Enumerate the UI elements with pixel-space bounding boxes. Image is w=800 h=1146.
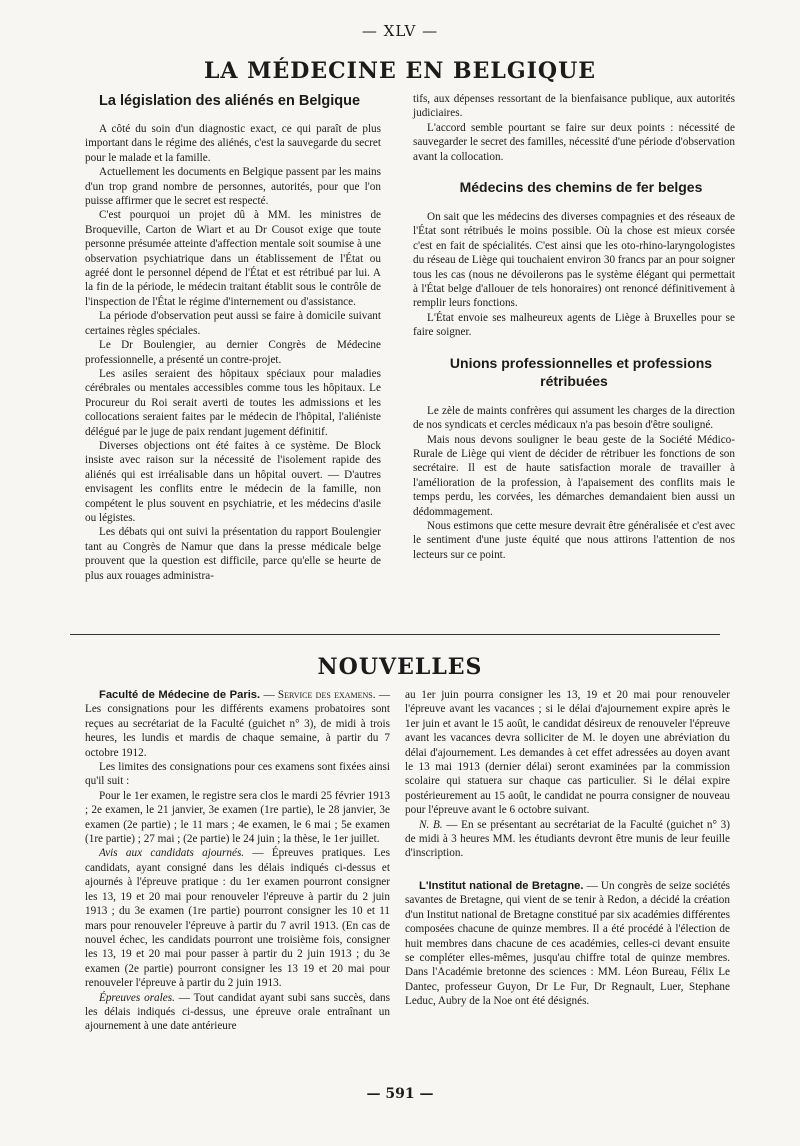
section-title-unions: Unions professionnelles et professions rétribuées (449, 354, 713, 389)
paragraph-text: — Un congrès de seize sociétés savantes de Bretagne, qui vient de se tenir à Redon, a décidé la création d'un Institut national de Bretagne constitué par six académies différentes composées chacune de quinze membres. Il a été procédé à l'élection de huit membres dans chacune de ces académies, celles-ci devant ensuite se compléter elles-mêmes, jusqu'au chiffre total de quinze membres. Dans l'Académie bretonne des sciences : MM. Léon Bureau, Félix Le Dantec, professeur Guyon, Dr Le Fur, Dr Regnault, Luer, Stephane Leduc, Aubry de la Noe ont été désignés. (405, 879, 731, 1008)
column-right-top (413, 92, 735, 562)
nb-label: N. B. (419, 818, 443, 831)
oral-heading: Épreuves orales. (99, 991, 175, 1004)
nouvelles-title: NOUVELLES (317, 654, 483, 680)
paragraph: On sait que les médecins des diverses compagnies et des réseaux de l'État sont rétribués le moins possible. Où la chose est mieux corsée c'est en fait de spécialités. C'est ainsi que les oto-rhino-laryngologistes du réseau de Liège qui touchaient environ 30 francs par an pour soigner tous les cas (nous ne dévoilerons pas le système élégant qui permettait à l'État belge d'allouer de tels honoraires) ont renoncé définitivement à remplir leurs fonctions. (413, 211, 735, 310)
main-title: LA MÉDECINE EN BELGIQUE (203, 58, 597, 84)
paragraph: L'accord semble pourtant se faire sur deux points : nécessité de sauvegarder le secret des familles, nécessité d'une période d'observation avant la collocation. (413, 121, 735, 163)
paragraph: au 1er juin pourra consigner les 13, 19 et 20 mai pour renouveler l'épreuve avant les vacances ; si le délai d'ajournement expire après le 1er juin et avant le 15 août, le candidat désireux de renouveler l'épreuve avant les vacances devra solliciter de M. le doyen une abréviation du délai d'ajournement. Les demandes à cet effet adressées au doyen avant le 13 mai 1913 (dernier délai) seront examinées par la commission scolaire qui statuera sur chaque cas particulier. Si le délai expire postérieurement au 15 août, le candidat ne pourra consigner de nouveau pour l'épreuve avant le 6 octobre suivant. (405, 689, 730, 817)
paragraph-text: — En se présentant au secrétariat de la Faculté (guichet n° 3) de midi à 3 heures MM. les étudiants devront être munis de leur feuille d'inscription. (405, 818, 731, 860)
paragraph: Les asiles seraient des hôpitaux spéciaux pour maladies cérébrales ou mentales accessibles comme tous les hôpitaux. Le Procureur du Roi serait averti de toutes les admissions et les collocations seraient faites par le médecin de l'hôpital, l'aliéniste délégué par le juge de paix rendant jugement définitif. (85, 367, 381, 438)
paragraph: C'est pourquoi un projet dû à MM. les ministres de Broqueville, Carton de Wiart et au Dr Cousot exige que toute personne présumée atteinte d'affection mentale soit soumise à une observation psychiatrique dans un établissement de l'État ou agréé dont le personnel dépend de l'État et est rétribué par lui. A la fin de la période, le médecin traitant établit sous le contrôle de l'inspection de l'État le régime d'internement ou d'assistance. (85, 209, 381, 308)
paragraph: A côté du soin d'un diagnostic exact, ce qui paraît de plus important dans le régime des aliénés, c'est la sauvegarde du secret pour le malade et la famille. (85, 123, 381, 164)
paragraph: Le Dr Boulengier, au dernier Congrès de Médecine professionnelle, a présenté un contre-projet. (85, 339, 381, 366)
service-examens: — Service des examens. (263, 689, 376, 701)
section-divider (70, 634, 720, 635)
paragraph: La période d'observation peut aussi se faire à domicile suivant certaines règles spéciales. (85, 310, 381, 337)
column-nouvelles-right (405, 688, 730, 1009)
paragraph: L'État envoie ses malheureux agents de Liège à Bruxelles pour se faire soigner. (413, 311, 735, 339)
column-nouvelles-left (85, 688, 390, 1034)
paragraph: Les débats qui ont suivi la présentation du rapport Boulengier tant au Congrès de Namur que dans la presse médicale belge prouvent que la question est difficile, parce qu'elle se heurte de plus aux rouages administra- (85, 526, 381, 582)
paragraph: Les limites des consignations pour ces examens sont fixées ainsi qu'il suit : (85, 761, 390, 788)
institut-title: L'Institut national de Bretagne. (419, 879, 584, 892)
column-left-top (85, 92, 381, 583)
paragraph: tifs, aux dépenses ressortant de la bienfaisance publique, aux autorités judiciaires. (413, 93, 735, 120)
paragraph-text: — Épreuves pratiques. Les candidats, ayant consigné dans les délais indiqués ci-dessus et ajournés à l'épreuve pratique : du 1er examen pourront consigner les 13, 19 et 20 mai pour renouveler l'épreuve à partir du 2 juin 1913 ; du 3e examen (1re partie) pourront consigner les 10 et 11 mars pour renouveler l'épreuve à partir du 7 avril 1913. (En cas de nouvel échec, les candidats pourront une troisième fois, consigner les 13, 19 et 20 mai pour passer à partir du 2 juin 1913 ; du 3e examen (2e partie) pourront consigner les 13 19 et 20 mai pour renouveler l'épreuve à partir du 2 juin 1913. (85, 847, 390, 990)
paragraph: Le zèle de maints confrères qui assument les charges de la direction de nos syndicats et cercles médicaux n'a pas besoin d'être souligné. (413, 404, 735, 432)
section-title-alienes: La législation des aliénés en Belgique (99, 93, 361, 109)
page-number: — 591 — (366, 1086, 434, 1102)
paragraph: Diverses objections ont été faites à ce système. De Block insiste avec raison sur la nécessité de l'isolement rapide des aliénés qui est irréalisable dans un hôpital ouvert. — D'autres envisagent les conflits entre le médecin de la famille, non compétent le plus souvent en psychiatrie, et les médecins d'asile ou légistes. (85, 439, 381, 524)
paragraph: Pour le 1er examen, le registre sera clos le mardi 25 février 1913 ; 2e examen, le 21 janvier, 3e examen (1re partie), le 28 janvier, 3e examen (2e partie) ; le 11 mars ; 4e examen, le 6 mai ; 5e examen (1re partie) ; 27 mai ; (2e partie) le 24 juin ; la thèse, le 1er juillet. (85, 789, 390, 846)
paragraph: Mais nous devons souligner le beau geste de la Société Médico-Rurale de Liège qui vient de décider de rétribuer les fonctions de son secrétaire. Il est de haute satisfaction morale de travailler à l'amélioration de la profession, à l'apaisement des conflits mais le temps perdu, les corvées, les démarches demandaient bien aussi un dédommagement. (413, 433, 735, 518)
paragraph: Actuellement les documents en Belgique passent par les mains d'un trop grand nombre de personnes, autorités, pour que l'on puisse affirmer que le secret est respecté. (85, 166, 381, 208)
paragraph: Nous estimons que cette mesure devrait être généralisée et c'est avec le sentiment d'une juste équité que nous attirons l'attention de nos lecteurs sur ce point. (413, 519, 735, 561)
ajournes-heading: Avis aux candidats ajournés. (99, 847, 245, 860)
paragraph-text: — Tout candidat ayant subi sans succès, dans les délais indiqués ci-dessus, une épreuve orale entraînant un ajournement à une date antérieure (85, 991, 391, 1033)
faculte-title: Faculté de Médecine de Paris. (99, 689, 261, 701)
page-marker: — XLV — (361, 22, 439, 40)
section-title-chemins-de-fer: Médecins des chemins de fer belges (459, 179, 703, 196)
paragraph-text: — Les consignations pour les différents examens probatoires sont reçues au secrétariat de la Faculté (guichet n° 3), de midi à trois heures, les lundis et mardis de chaque semaine, à partir du 7 octobre 1912. (85, 689, 391, 759)
